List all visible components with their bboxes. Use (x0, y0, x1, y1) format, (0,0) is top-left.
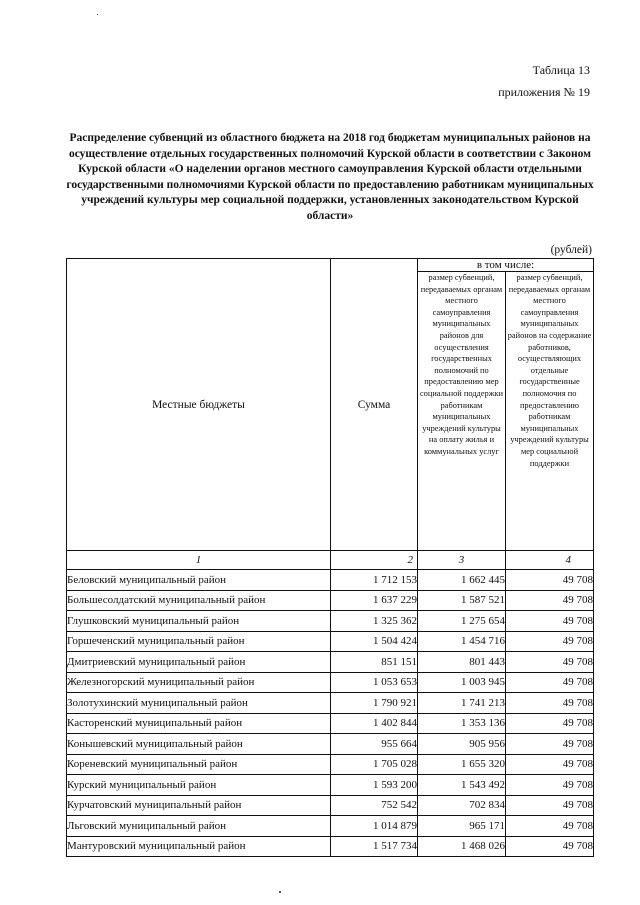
table-row (67, 693, 594, 714)
header-local-budgets: Местные бюджеты (67, 259, 331, 551)
column-number: 3 (418, 551, 506, 570)
table-row (67, 672, 594, 693)
appendix-number: приложения № 19 (498, 85, 590, 99)
table-row (67, 795, 594, 816)
housing-cell: 1 655 320 (418, 754, 506, 775)
district-name: Большесолдатский муниципальный район (67, 590, 331, 611)
column-number-row (67, 551, 594, 570)
table-row (67, 836, 594, 857)
housing-cell: 1 587 521 (418, 590, 506, 611)
table-row (67, 754, 594, 775)
sum-cell: 1 790 921 (331, 693, 418, 714)
staff-cell: 49 708 (506, 570, 594, 591)
district-name: Железногорский муниципальный район (67, 672, 331, 693)
table-row (67, 631, 594, 652)
sum-cell: 752 542 (331, 795, 418, 816)
table-number: Таблица 13 (532, 63, 590, 77)
housing-cell: 801 443 (418, 652, 506, 673)
housing-cell: 1 468 026 (418, 836, 506, 857)
district-name: Касторенский муниципальный район (67, 713, 331, 734)
column-number: 1 (67, 551, 331, 570)
header-including: в том числе: (418, 259, 594, 272)
district-name: Курчатовский муниципальный район (67, 795, 331, 816)
district-name: Глушковский муниципальный район (67, 611, 331, 632)
district-name: Кореневский муниципальный район (67, 754, 331, 775)
staff-cell: 49 708 (506, 713, 594, 734)
staff-cell: 49 708 (506, 836, 594, 857)
housing-cell: 1 003 945 (418, 672, 506, 693)
housing-cell: 1 741 213 (418, 693, 506, 714)
table-row (67, 816, 594, 837)
staff-cell: 49 708 (506, 631, 594, 652)
sum-cell: 955 664 (331, 734, 418, 755)
sum-cell: 1 402 844 (331, 713, 418, 734)
housing-cell: 1 275 654 (418, 611, 506, 632)
document-title: Распределение субвенций из областного бюджета на 2018 год бюджетам муниципальных районов на осуществление отдельных государственных полномочий Курской области в соответствии с Законом Курской области «О наделении органов местного самоуправления Курской области отдельными государственными полномочиями Курской области по предоставлению работникам муниципальных учреждений культуры мер социальной поддержки, установленных законодательством Курской области» (66, 132, 594, 222)
staff-cell: 49 708 (506, 672, 594, 693)
table-row (67, 652, 594, 673)
housing-cell: 1 543 492 (418, 775, 506, 796)
table-row (67, 775, 594, 796)
sum-cell: 1 053 653 (331, 672, 418, 693)
column-number: 2 (331, 551, 418, 570)
sum-cell: 1 637 229 (331, 590, 418, 611)
staff-cell: 49 708 (506, 611, 594, 632)
table-row (67, 734, 594, 755)
units-label: (рублей) (550, 244, 592, 256)
district-name: Конышевский муниципальный район (67, 734, 331, 755)
district-name: Дмитриевский муниципальный район (67, 652, 331, 673)
header-staff-subsidy: размер субвенций, передаваемых органам местного самоуправления муниципальных районов на содержание работников, осуществляющих отдельные государственные полномочия по предоставлению работникам муниципальных учреждений культуры мер социальной поддержки (506, 272, 594, 551)
housing-cell: 905 956 (418, 734, 506, 755)
staff-cell: 49 708 (506, 754, 594, 775)
header-housing-subsidy: размер субвенций, передаваемых органам местного самоуправления муниципальных районов для осуществления государственных полномочий по предоставлению мер социальной поддержки работникам муниципальных учреждений культуры на оплату жилья и коммунальных услуг (418, 272, 506, 551)
housing-cell: 1 662 445 (418, 570, 506, 591)
staff-cell: 49 708 (506, 816, 594, 837)
district-name: Беловский муниципальный район (67, 570, 331, 591)
sum-cell: 1 705 028 (331, 754, 418, 775)
district-name: Золотухинский муниципальный район (67, 693, 331, 714)
district-name: Мантуровский муниципальный район (67, 836, 331, 857)
staff-cell: 49 708 (506, 693, 594, 714)
district-name: Курский муниципальный район (67, 775, 331, 796)
sum-cell: 851 151 (331, 652, 418, 673)
staff-cell: 49 708 (506, 590, 594, 611)
staff-cell: 49 708 (506, 775, 594, 796)
housing-cell: 702 834 (418, 795, 506, 816)
sum-cell: 1 593 200 (331, 775, 418, 796)
housing-cell: 1 454 716 (418, 631, 506, 652)
housing-cell: 965 171 (418, 816, 506, 837)
scan-speck (97, 14, 98, 15)
staff-cell: 49 708 (506, 652, 594, 673)
staff-cell: 49 708 (506, 734, 594, 755)
header-sum: Сумма (331, 259, 418, 551)
sum-cell: 1 504 424 (331, 631, 418, 652)
district-name: Льговский муниципальный район (67, 816, 331, 837)
sum-cell: 1 014 879 (331, 816, 418, 837)
housing-cell: 1 353 136 (418, 713, 506, 734)
sum-cell: 1 325 362 (331, 611, 418, 632)
table-row (67, 590, 594, 611)
table-row (67, 611, 594, 632)
table-row (67, 713, 594, 734)
sum-cell: 1 712 153 (331, 570, 418, 591)
staff-cell: 49 708 (506, 795, 594, 816)
sum-cell: 1 517 734 (331, 836, 418, 857)
table-row (67, 570, 594, 591)
district-name: Горшеченский муниципальный район (67, 631, 331, 652)
subsidy-table (66, 258, 594, 857)
column-number: 4 (506, 551, 594, 570)
scan-speck (279, 891, 281, 893)
